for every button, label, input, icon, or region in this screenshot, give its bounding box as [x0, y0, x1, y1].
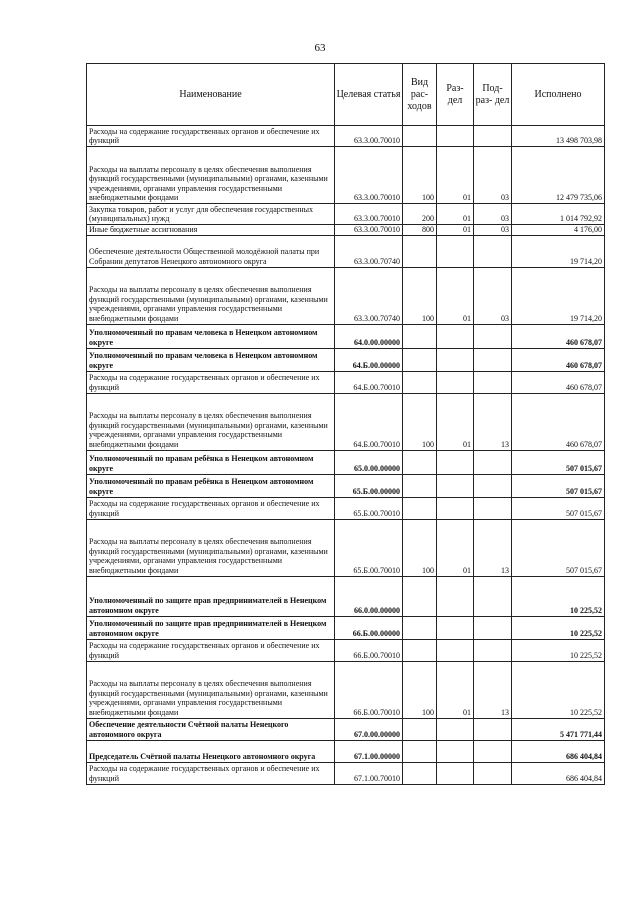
row-vid: 800	[403, 225, 437, 236]
header-podrazdel: Под- раз- дел	[474, 64, 512, 126]
row-target-code: 64.Б.00.70010	[335, 393, 403, 450]
row-name: Уполномоченный по правам человека в Ненецком автономном округе	[87, 348, 335, 371]
row-target-code: 65.0.00.00000	[335, 450, 403, 474]
row-vid: 100	[403, 519, 437, 576]
header-executed: Исполнено	[512, 64, 605, 126]
row-name: Уполномоченный по правам ребёнка в Ненецком автономном округе	[87, 474, 335, 497]
row-vid	[403, 576, 437, 616]
table-row	[87, 235, 605, 267]
row-name: Уполномоченный по защите прав предпринимателей в Ненецком автономном округе	[87, 576, 335, 616]
row-vid	[403, 450, 437, 474]
row-name: Расходы на содержание государственных органов и обеспечение их функций	[87, 762, 335, 784]
row-name: Закупка товаров, работ и услуг для обеспечения государственных (муниципальных) нужд	[87, 204, 335, 225]
row-executed: 460 678,07	[512, 348, 605, 371]
row-razdel	[437, 235, 474, 267]
header-vid: Вид рас- ходов	[403, 64, 437, 126]
row-name: Расходы на выплаты персоналу в целях обеспечения выполнения функций государственными (муниципальными) органами, казенными учреждениями, органами управления государственными внебюджетными фондами	[87, 393, 335, 450]
row-vid	[403, 474, 437, 497]
table-row	[87, 267, 605, 324]
row-name: Обеспечение деятельности Общественной молодёжной палаты при Собрании депутатов Ненецкого автономного округа	[87, 235, 335, 267]
row-name: Уполномоченный по защите прав предпринимателей в Ненецком автономном округе	[87, 616, 335, 639]
row-vid	[403, 639, 437, 661]
row-vid	[403, 718, 437, 740]
row-podrazdel: 03	[474, 204, 512, 225]
row-executed: 460 678,07	[512, 371, 605, 393]
row-podrazdel	[474, 474, 512, 497]
row-podrazdel	[474, 718, 512, 740]
row-vid: 100	[403, 267, 437, 324]
row-razdel	[437, 324, 474, 348]
table-row	[87, 519, 605, 576]
row-name: Председатель Счётной палаты Ненецкого автономного округа	[87, 740, 335, 762]
row-name: Расходы на выплаты персоналу в целях обеспечения выполнения функций государственными (муниципальными) органами, казенными учреждениями, органами управления государственными внебюджетными фондами	[87, 267, 335, 324]
row-podrazdel	[474, 762, 512, 784]
row-executed: 507 015,67	[512, 474, 605, 497]
row-vid	[403, 324, 437, 348]
row-target-code: 64.Б.00.70010	[335, 371, 403, 393]
table-row	[87, 324, 605, 348]
row-vid: 100	[403, 393, 437, 450]
table-row	[87, 126, 605, 147]
table-row	[87, 371, 605, 393]
row-vid	[403, 235, 437, 267]
row-razdel	[437, 718, 474, 740]
row-razdel	[437, 450, 474, 474]
row-executed: 10 225,52	[512, 576, 605, 616]
row-target-code: 63.3.00.70010	[335, 126, 403, 147]
row-razdel: 01	[437, 267, 474, 324]
row-executed: 4 176,00	[512, 225, 605, 236]
row-executed: 507 015,67	[512, 519, 605, 576]
header-target: Целевая статья	[335, 64, 403, 126]
row-name: Уполномоченный по правам ребёнка в Ненецком автономном округе	[87, 450, 335, 474]
row-podrazdel	[474, 348, 512, 371]
row-target-code: 66.0.00.00000	[335, 576, 403, 616]
row-razdel	[437, 762, 474, 784]
row-vid	[403, 762, 437, 784]
row-name: Уполномоченный по правам человека в Ненецком автономном округе	[87, 324, 335, 348]
row-podrazdel: 13	[474, 519, 512, 576]
row-podrazdel	[474, 497, 512, 519]
row-executed: 460 678,07	[512, 393, 605, 450]
row-razdel	[437, 348, 474, 371]
row-name: Обеспечение деятельности Счётной палаты Ненецкого автономного округа	[87, 718, 335, 740]
table-body	[87, 126, 605, 785]
row-executed: 12 479 735,06	[512, 147, 605, 204]
row-name: Расходы на выплаты персоналу в целях обеспечения выполнения функций государственными (муниципальными) органами, казенными учреждениями, органами управления государственными внебюджетными фондами	[87, 519, 335, 576]
row-vid: 100	[403, 147, 437, 204]
table-row	[87, 450, 605, 474]
row-vid	[403, 740, 437, 762]
row-razdel	[437, 639, 474, 661]
row-podrazdel: 13	[474, 661, 512, 718]
row-podrazdel	[474, 576, 512, 616]
table-row	[87, 616, 605, 639]
row-podrazdel	[474, 235, 512, 267]
row-razdel: 01	[437, 147, 474, 204]
table-row	[87, 576, 605, 616]
row-vid	[403, 497, 437, 519]
row-razdel	[437, 740, 474, 762]
row-executed: 5 471 771,44	[512, 718, 605, 740]
row-target-code: 63.3.00.70010	[335, 225, 403, 236]
row-vid	[403, 126, 437, 147]
row-executed: 686 404,84	[512, 762, 605, 784]
row-podrazdel	[474, 639, 512, 661]
row-vid: 100	[403, 661, 437, 718]
row-target-code: 63.3.00.70010	[335, 147, 403, 204]
row-razdel: 01	[437, 661, 474, 718]
row-target-code: 66.Б.00.70010	[335, 661, 403, 718]
row-name: Расходы на содержание государственных органов и обеспечение их функций	[87, 126, 335, 147]
row-razdel	[437, 616, 474, 639]
row-name: Расходы на выплаты персоналу в целях обеспечения выполнения функций государственными (муниципальными) органами, казенными учреждениями, органами управления государственными внебюджетными фондами	[87, 661, 335, 718]
table-row	[87, 497, 605, 519]
row-podrazdel	[474, 126, 512, 147]
row-vid: 200	[403, 204, 437, 225]
row-razdel	[437, 474, 474, 497]
row-target-code: 63.3.00.70010	[335, 204, 403, 225]
row-target-code: 63.3.00.70740	[335, 235, 403, 267]
row-name: Расходы на содержание государственных органов и обеспечение их функций	[87, 639, 335, 661]
row-podrazdel	[474, 740, 512, 762]
row-razdel	[437, 576, 474, 616]
table-row	[87, 762, 605, 784]
row-podrazdel	[474, 616, 512, 639]
row-vid	[403, 616, 437, 639]
table-row	[87, 474, 605, 497]
table-row	[87, 147, 605, 204]
row-target-code: 65.Б.00.70010	[335, 497, 403, 519]
row-target-code: 67.1.00.70010	[335, 762, 403, 784]
row-razdel: 01	[437, 204, 474, 225]
table-row	[87, 718, 605, 740]
row-target-code: 64.Б.00.00000	[335, 348, 403, 371]
table-row	[87, 740, 605, 762]
row-razdel: 01	[437, 519, 474, 576]
table-row	[87, 393, 605, 450]
row-podrazdel: 03	[474, 225, 512, 236]
row-razdel	[437, 497, 474, 519]
row-target-code: 64.0.00.00000	[335, 324, 403, 348]
table-row	[87, 348, 605, 371]
page-number: 63	[314, 42, 326, 54]
row-name: Расходы на содержание государственных органов и обеспечение их функций	[87, 497, 335, 519]
row-name: Расходы на выплаты персоналу в целях обеспечения выполнения функций государственными (муниципальными) органами, казенными учреждениями, органами управления государственными внебюджетными фондами	[87, 147, 335, 204]
row-target-code: 67.0.00.00000	[335, 718, 403, 740]
row-podrazdel	[474, 324, 512, 348]
row-target-code: 65.Б.00.00000	[335, 474, 403, 497]
row-target-code: 66.Б.00.70010	[335, 639, 403, 661]
row-vid	[403, 371, 437, 393]
row-razdel: 01	[437, 393, 474, 450]
row-executed: 19 714,20	[512, 267, 605, 324]
row-executed: 460 678,07	[512, 324, 605, 348]
row-razdel	[437, 371, 474, 393]
row-target-code: 65.Б.00.70010	[335, 519, 403, 576]
table-row	[87, 225, 605, 236]
row-name: Расходы на содержание государственных органов и обеспечение их функций	[87, 371, 335, 393]
row-executed: 10 225,52	[512, 616, 605, 639]
row-vid	[403, 348, 437, 371]
row-executed: 19 714,20	[512, 235, 605, 267]
row-executed: 507 015,67	[512, 450, 605, 474]
row-podrazdel: 03	[474, 267, 512, 324]
row-podrazdel: 13	[474, 393, 512, 450]
budget-table	[86, 63, 605, 785]
row-podrazdel: 03	[474, 147, 512, 204]
row-executed: 686 404,84	[512, 740, 605, 762]
row-razdel	[437, 126, 474, 147]
row-executed: 1 014 792,92	[512, 204, 605, 225]
row-name: Иные бюджетные ассигнования	[87, 225, 335, 236]
row-executed: 13 498 703,98	[512, 126, 605, 147]
table-header-row	[87, 64, 605, 126]
row-target-code: 67.1.00.00000	[335, 740, 403, 762]
row-podrazdel	[474, 371, 512, 393]
row-podrazdel	[474, 450, 512, 474]
table-row	[87, 639, 605, 661]
table-row	[87, 204, 605, 225]
table-row	[87, 661, 605, 718]
header-name: Наименование	[87, 64, 335, 126]
row-executed: 10 225,52	[512, 639, 605, 661]
row-target-code: 66.Б.00.00000	[335, 616, 403, 639]
row-target-code: 63.3.00.70740	[335, 267, 403, 324]
row-executed: 10 225,52	[512, 661, 605, 718]
row-razdel: 01	[437, 225, 474, 236]
row-executed: 507 015,67	[512, 497, 605, 519]
header-razdel: Раз- дел	[437, 64, 474, 126]
